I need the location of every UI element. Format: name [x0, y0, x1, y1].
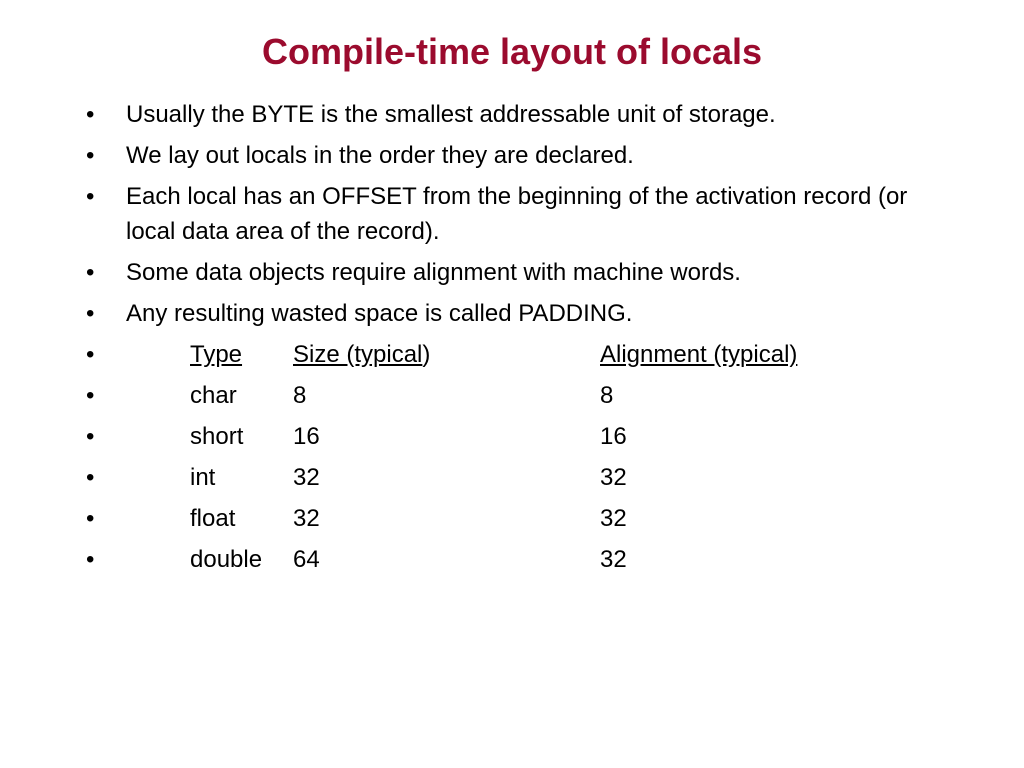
table-row-cells	[126, 419, 946, 454]
cell-size: 8	[293, 382, 307, 409]
bullet-dot: •	[86, 423, 95, 450]
table-row	[86, 501, 946, 536]
bullet-dot: •	[86, 546, 95, 573]
table-row-cells	[126, 378, 946, 413]
table-row	[86, 419, 946, 454]
cell-alignment: 32	[600, 505, 627, 532]
header-size	[293, 337, 600, 372]
cell-size: 32	[293, 505, 320, 532]
bullet-dot: •	[86, 142, 95, 169]
bullet-dot: •	[86, 341, 95, 368]
table-row	[86, 378, 946, 413]
bullet-text: Usually the BYTE is the smallest addressable unit of storage.	[126, 101, 776, 128]
cell-size: 64	[293, 546, 320, 573]
table-header-row	[86, 337, 946, 372]
bullet-text: Each local has an OFFSET from the beginning of the activation record (or local data area of the record).	[126, 183, 908, 245]
bullet-item	[86, 138, 946, 173]
bullet-text: Any resulting wasted space is called PADDING.	[126, 300, 633, 327]
table-row-cells	[126, 501, 946, 536]
cell-alignment: 16	[600, 423, 627, 450]
cell-type: int	[190, 464, 216, 491]
table-row-cells	[126, 542, 946, 577]
slide-title: Compile-time layout of locals	[261, 31, 763, 72]
bullet-list	[86, 97, 946, 583]
bullet-text: We lay out locals in the order they are declared.	[126, 142, 634, 169]
cell-size: 32	[293, 464, 320, 491]
bullet-dot: •	[86, 464, 95, 491]
cell-type: float	[190, 505, 236, 532]
bullet-dot: •	[86, 101, 95, 128]
bullet-item	[86, 255, 946, 290]
header-alignment: Alignment (typical)	[600, 341, 798, 368]
table-row	[86, 542, 946, 577]
table-row-cells	[126, 460, 946, 495]
bullet-dot: •	[86, 183, 95, 210]
table-row	[86, 460, 946, 495]
bullet-text: Some data objects require alignment with machine words.	[126, 259, 741, 286]
cell-type: double	[190, 546, 263, 573]
bullet-dot: •	[86, 259, 95, 286]
header-size-label: Size (typical	[293, 341, 423, 368]
header-size-suffix: )	[422, 341, 431, 368]
cell-size: 16	[293, 423, 320, 450]
cell-type: short	[190, 423, 244, 450]
bullet-item	[86, 97, 946, 132]
cell-alignment: 8	[600, 382, 614, 409]
cell-alignment: 32	[600, 464, 627, 491]
bullet-item	[86, 179, 946, 249]
bullet-dot: •	[86, 300, 95, 327]
bullet-dot: •	[86, 382, 95, 409]
table-header-cells	[126, 337, 946, 372]
bullet-item	[86, 296, 946, 331]
cell-alignment: 32	[600, 546, 627, 573]
header-type: Type	[190, 341, 243, 368]
cell-type: char	[190, 382, 237, 409]
bullet-dot: •	[86, 505, 95, 532]
